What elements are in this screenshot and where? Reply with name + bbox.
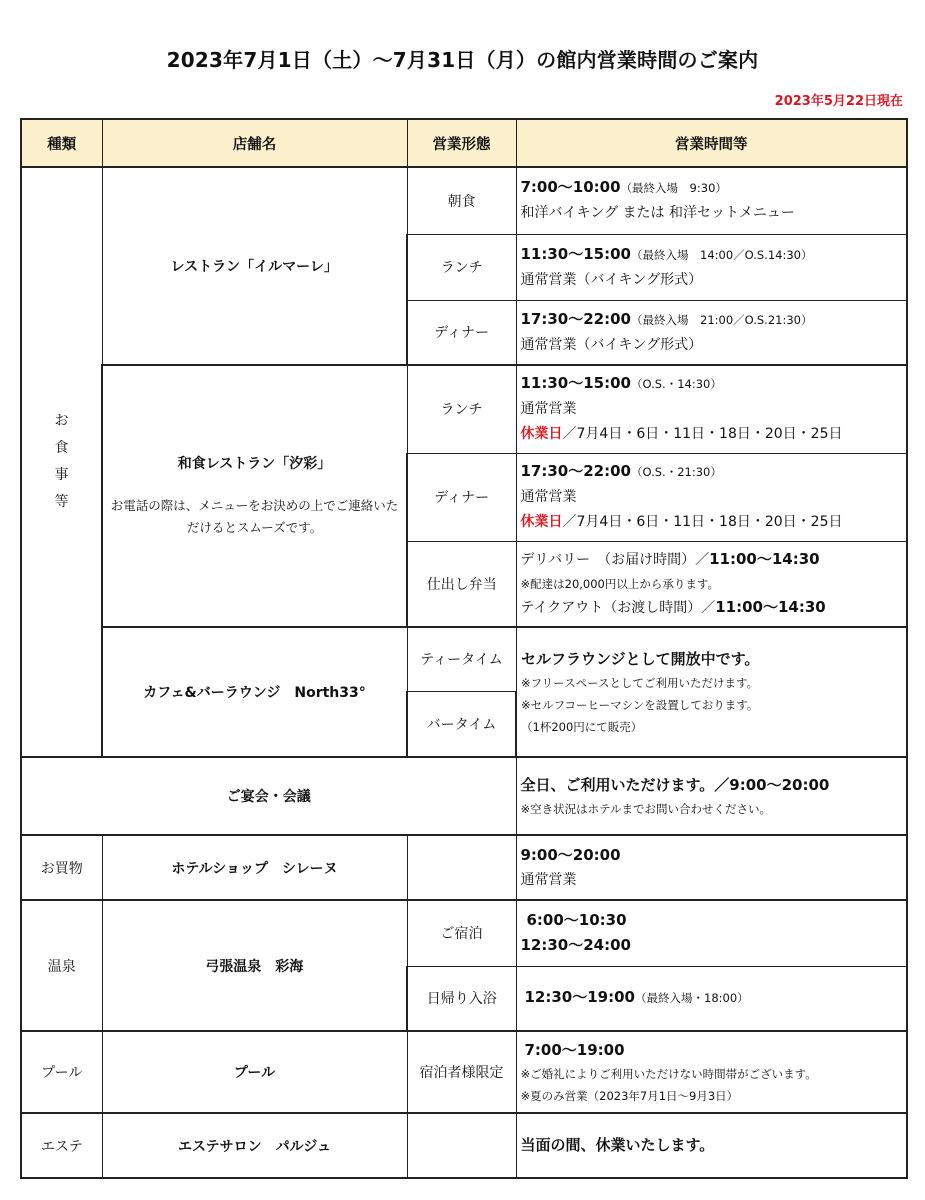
- category-onsen: 温泉: [21, 900, 102, 1031]
- category-esthe: エステ: [21, 1113, 102, 1178]
- hours-onsen-day: 12:30～19:00（最終入場・18:00）: [516, 966, 907, 1031]
- category-pool: プール: [21, 1031, 102, 1113]
- shop-ilmare: レストラン「イルマーレ」: [102, 167, 407, 365]
- form-bento: 仕出し弁当: [407, 541, 516, 627]
- category-dining: お 食 事 等: [21, 167, 102, 757]
- hours-ilmare-dinner: 17:30～22:00（最終入場 21:00／O.S.21:30） 通常営業（バイキング形式）: [516, 300, 907, 365]
- shop-onsen: 弓張温泉 彩海: [102, 900, 407, 1031]
- table-row: [21, 365, 907, 453]
- form-empty: [407, 1113, 516, 1178]
- hours-shiosai-dinner: 17:30～22:00（O.S.・21:30） 通常営業 休業日／7月4日・6日・11日・18日・20日・25日: [516, 453, 907, 541]
- header-hours: 営業時間等: [516, 119, 907, 167]
- hours-ilmare-breakfast: 7:00～10:00（最終入場 9:30） 和洋バイキング または 和洋セットメニュー: [516, 167, 907, 234]
- header-shop: 店舗名: [102, 119, 407, 167]
- form-dinner: ディナー: [407, 300, 516, 365]
- form-breakfast: 朝食: [407, 167, 516, 234]
- header-form: 営業形態: [407, 119, 516, 167]
- hours-banquet: 全日、ご利用いただけます。／9:00～20:00 ※空き状況はホテルまでお問い合わせください。: [516, 757, 907, 835]
- shop-shiosai: 和食レストラン「汐彩」 お電話の際は、メニューをお決めの上でご連絡いただけるとスムーズです。: [102, 365, 407, 627]
- shop-pool: プール: [102, 1031, 407, 1113]
- shop-north33: カフェ&バーラウンジ North33°: [102, 627, 407, 757]
- as-of-date: 2023年5月22日現在: [774, 94, 903, 109]
- table-row: [21, 1031, 907, 1113]
- table-row: [21, 1113, 907, 1178]
- hours-shiosai-lunch: 11:30～15:00（O.S.・14:30） 通常営業 休業日／7月4日・6日・11日・18日・20日・25日: [516, 365, 907, 453]
- form-lunch: ランチ: [407, 365, 516, 453]
- schedule-table: [20, 118, 908, 1179]
- table-row: [21, 900, 907, 966]
- closed-label: 休業日: [520, 514, 563, 530]
- page-title: 2023年7月1日（土）～7月31日（月）の館内営業時間のご案内: [166, 48, 759, 72]
- form-lunch: ランチ: [407, 234, 516, 300]
- hours-shiosai-bento: デリバリー （お届け時間）／11:00～14:30 ※配達は20,000円以上から承ります。 テイクアウト（お渡し時間）／11:00～14:30: [516, 541, 907, 627]
- hours-ilmare-lunch: 11:30～15:00（最終入場 14:00／O.S.14:30） 通常営業（バイキング形式）: [516, 234, 907, 300]
- table-row: [21, 167, 907, 234]
- form-dinner: ディナー: [407, 453, 516, 541]
- form-guests-only: 宿泊者様限定: [407, 1031, 516, 1113]
- table-row: [21, 835, 907, 900]
- category-shopping: お買物: [21, 835, 102, 900]
- form-day: 日帰り入浴: [407, 966, 516, 1031]
- closed-label: 休業日: [520, 426, 563, 443]
- header-row: [21, 119, 907, 167]
- table-row: [21, 757, 907, 835]
- table-row: [21, 627, 907, 691]
- header-category: 種類: [21, 119, 102, 167]
- form-stay: ご宿泊: [407, 900, 516, 966]
- hours-esthe: 当面の間、休業いたします。: [516, 1113, 907, 1178]
- form-empty: [407, 835, 516, 900]
- shop-parju: エステサロン パルジュ: [102, 1113, 407, 1178]
- shop-siren: ホテルショップ シレーヌ: [102, 835, 407, 900]
- form-bartime: バータイム: [407, 691, 516, 757]
- hours-onsen-stay: 6:00～10:30 12:30～24:00: [516, 900, 907, 966]
- hours-north33: セルフラウンジとして開放中です。 ※フリースペースとしてご利用いただけます。 ※セルフコーヒーマシンを設置しております。 （1杯200円にて販売）: [516, 627, 907, 757]
- hours-pool: 7:00～19:00 ※ご婚礼によりご利用いただけない時間帯がございます。 ※夏のみ営業（2023年7月1日～9月3日）: [516, 1031, 907, 1113]
- shiosai-note: お電話の際は、メニューをお決めの上でご連絡いただけるとスムーズです。: [110, 498, 399, 535]
- hours-shopping: 9:00～20:00 通常営業: [516, 835, 907, 900]
- shop-banquet: ご宴会・会議: [21, 757, 516, 835]
- form-teatime: ティータイム: [407, 627, 516, 691]
